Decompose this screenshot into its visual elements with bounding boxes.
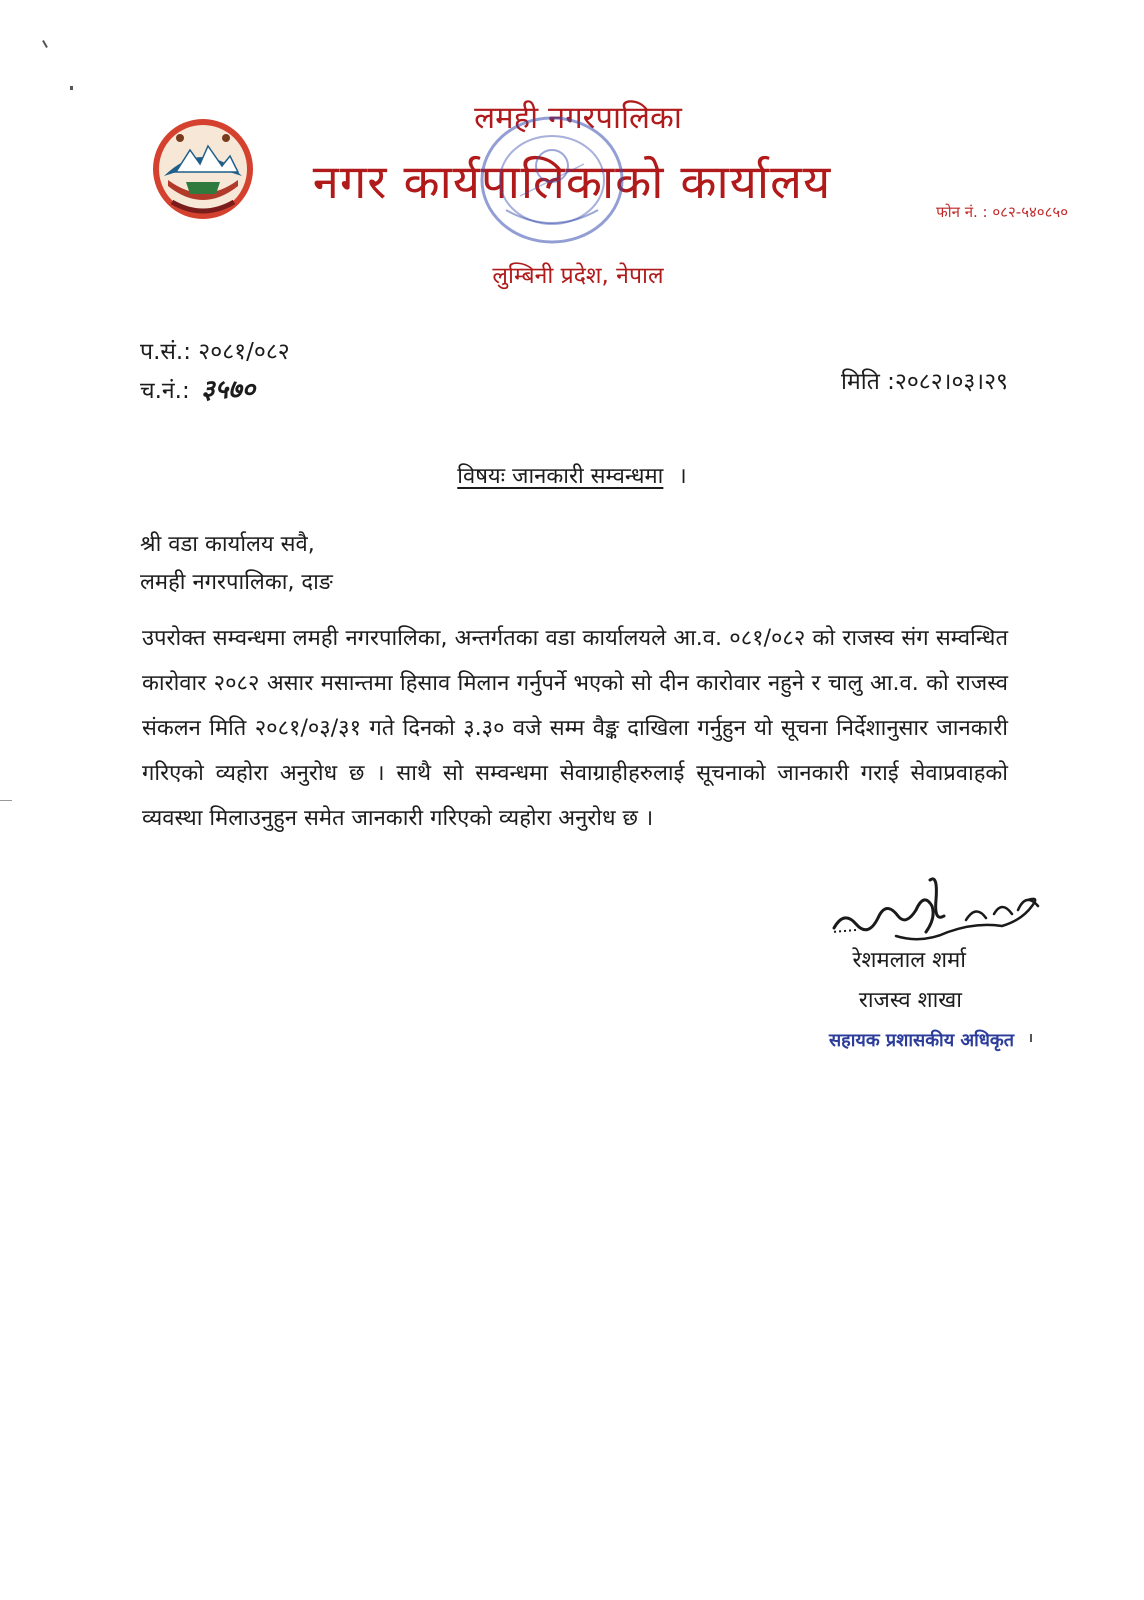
subject-text: विषयः जानकारी सम्वन्धमा [457,464,664,489]
office-seal-stamp-icon [466,106,638,256]
scan-speck [42,40,48,48]
letter-body [142,616,1008,841]
scan-speck [0,800,12,801]
province-line: लुम्बिनी प्रदेश, नेपाल [492,263,664,289]
municipality-name: लमही नगरपालिका [474,100,682,136]
scan-speck [1030,1034,1032,1042]
dispatch-number-value: ३५७० [201,375,256,405]
body-paragraph: उपरोक्त सम्वन्धमा लमही नगरपालिका, अन्तर्गतका वडा कार्यालयले आ.व. ०८१/०८२ को राजस्व संग सम्वन्धित कारोवार २०८२ असार मसान्तमा हिसाव मिलान गर्नुपर्ने भएको सो दीन कारोवार नहुने र चालु आ.व. को राजस्व संकलन मिति २०८१/०३/३१ गते दिनको ३.३० वजे सम्म वैङ्क दाखिला गर्नुहुन यो सूचना निर्देशानुसार जानकारी गरिएको व्यहोरा अनुरोध छ । साथै सो सम्वन्धमा सेवाग्राहीहरुलाई सूचनाको जानकारी गराई सेवाप्रवाहको व्यवस्था मिलाउनुहुन समेत जानकारी गरिएको व्यहोरा अनुरोध छ । [142,626,1008,831]
addressee-line-2: लमही नगरपालिका, दाङ [140,570,333,595]
office-title: नगर कार्यपालिकाको कार्यालय [312,155,832,210]
dispatch-number [140,370,255,406]
subject-terminator: । [678,464,687,489]
addressee-line-1: श्री वडा कार्यालय सवै, [140,532,315,557]
signatory-branch: राजस्व शाखा [858,988,962,1013]
signatory-name: रेशमलाल शर्मा [852,948,966,973]
phone-number: फोन नं. : ०८२-५४०८५० [936,203,1068,221]
letter-date: मिति :२०८२।०३।२९ [841,369,1008,395]
reference-number: प.सं.: २०८१/०८२ [140,339,290,365]
subject-line [0,460,1144,490]
dispatch-number-label: च.नं.: [140,378,190,404]
scan-speck [70,86,73,90]
designation-stamp: सहायक प्रशासकीय अधिकृत [829,1030,1014,1051]
